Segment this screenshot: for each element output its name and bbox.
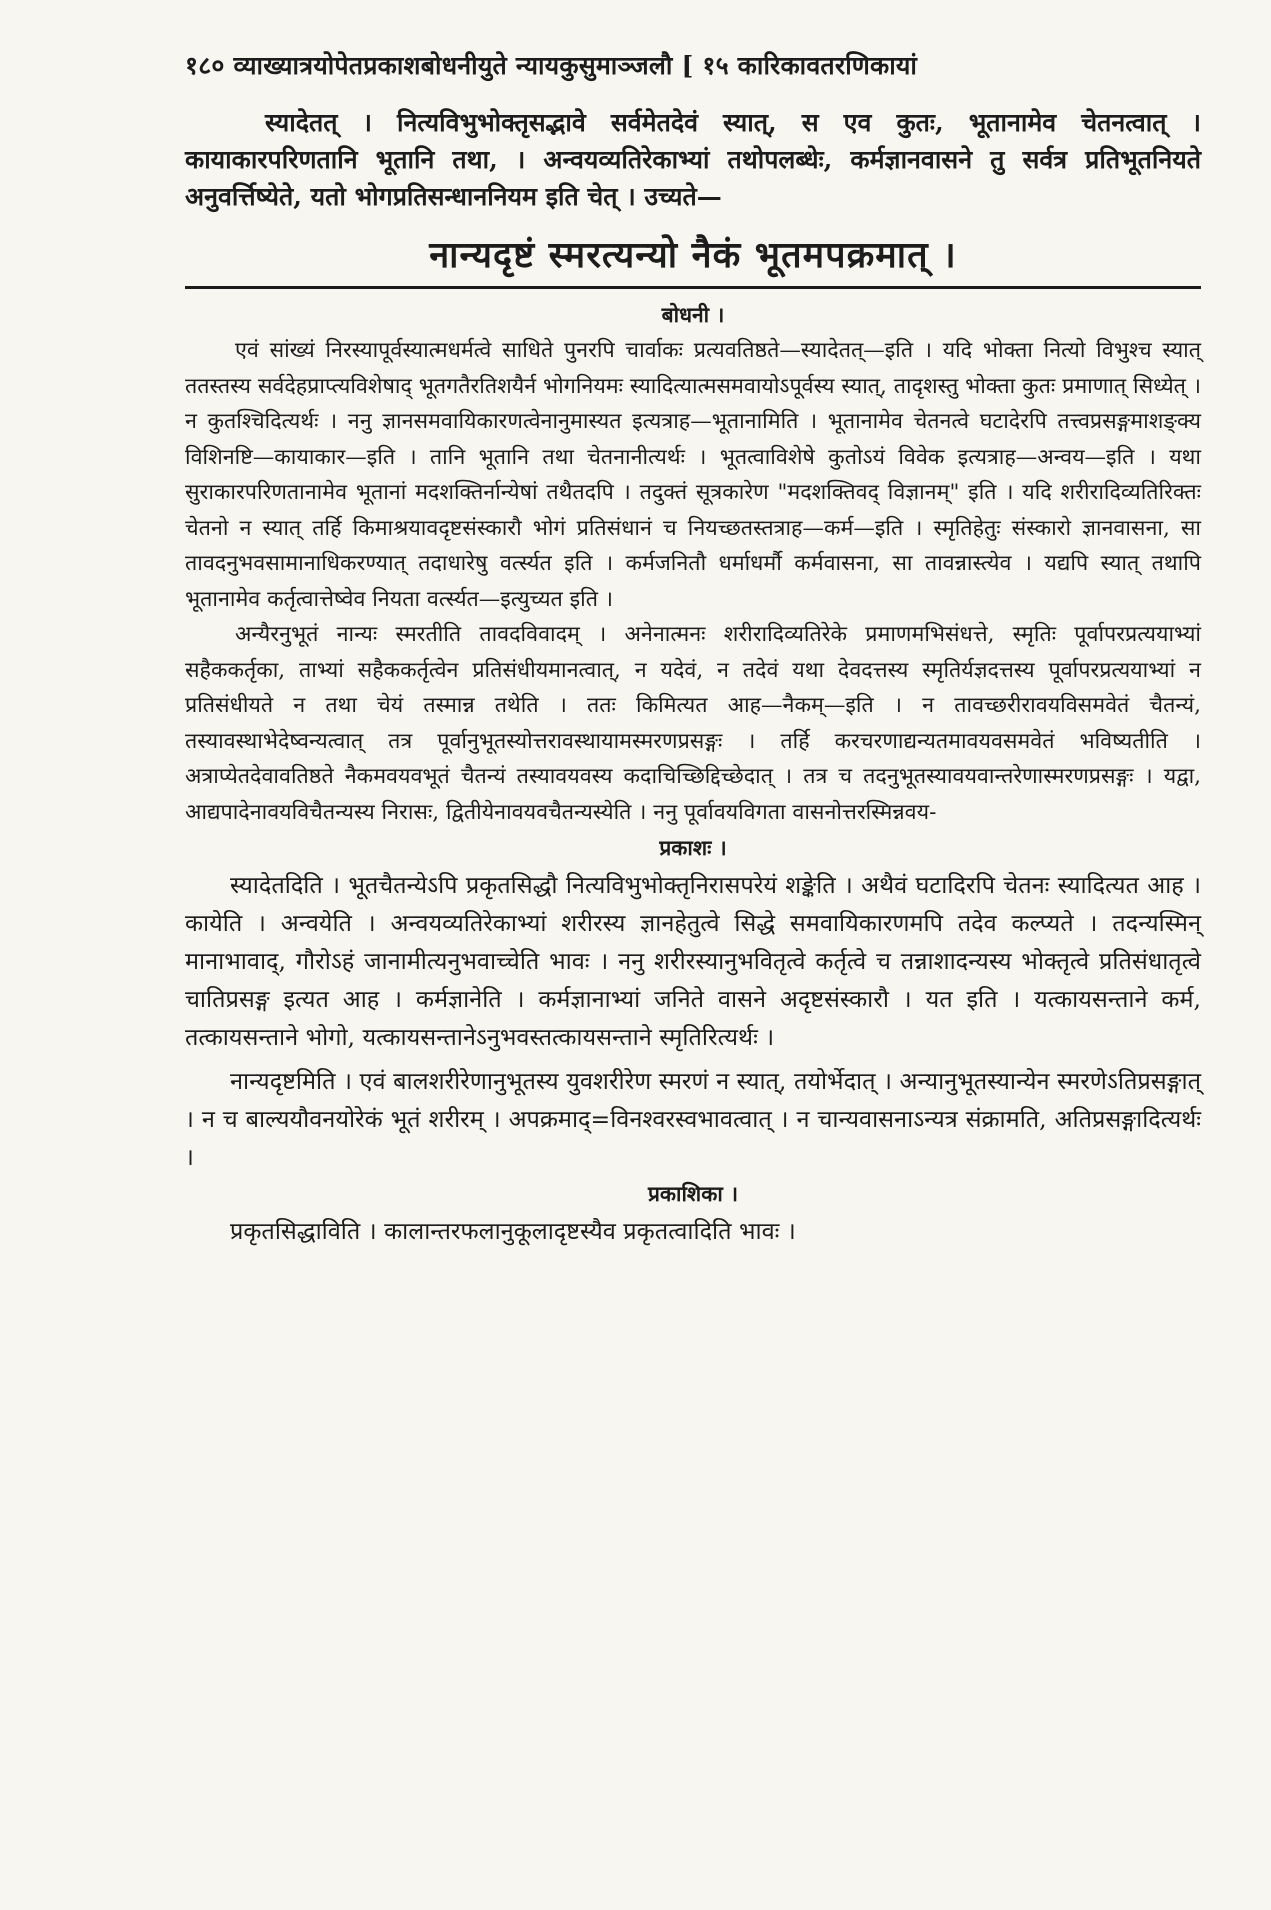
- bodhani-paragraph: एवं सांख्यं निरस्यापूर्वस्यात्मधर्मत्वे साधिते पुनरपि चार्वाकः प्रत्यवतिष्ठते—स्यादेतत्—इति । यदि भोक्ता नित्यो विभुश्च स्यात् ततस्तस्य सर्वदेहप्राप्त्यविशेषाद् भूतगतैरतिशयैर्न भोगनियमः स्यादित्यात्मसमवायोऽपूर्वस्य स्यात्, तादृशस्तु भोक्ता कुतः प्रमाणात् सिध्येत् । न कुतश्चिदित्यर्थः । ननु ज्ञानसमवायिकारणत्वेनानुमास्यत इत्यत्राह—भूतानामिति । भूतानामेव चेतनत्वे घटादेरपि तत्त्वप्रसङ्गमाशङ्क्य विशिनष्टि—कायाकार—इति । तानि भूतानि तथा चेतनानीत्यर्थः । भूतत्वाविशेषे कुतोऽयं विवेक इत्यत्राह—अन्वय—इति । यथा सुराकारपरिणतानामेव भूतानां मदशक्तिर्नान्येषां तथैतदपि । तदुक्तं सूत्रकारेण "मदशक्तिवद् विज्ञानम्" इति । यदि शरीरादिव्यतिरिक्तः चेतनो न स्यात् तर्हि किमाश्रयावदृष्टसंस्कारौ भोगं प्रतिसंधानं च नियच्छतस्तत्राह—कर्म—इति । स्मृतिहेतुः संस्कारो ज्ञानवासना, सा तावदनुभवसामानाधिकरण्यात् तदाधारेषु वर्त्स्यत इति । कर्मजनितौ धर्माधर्मौ कर्मवासना, सा तावन्नास्त्येव । यद्यपि स्यात् तथापि भूतानामेव कर्तृत्वात्तेष्वेव नियता वर्त्स्यत—इत्युच्यत इति ।: [185, 338, 1201, 612]
- prakasha-paragraph: नान्यदृष्टमिति । एवं बालशरीरेणानुभूतस्य युवशरीरेण स्मरणं न स्यात्, तयोर्भेदात् । अन्यानुभूतस्यान्येन स्मरणेऽतिप्रसङ्गात् । न च बाल्ययौवनयोरेकं भूतं शरीरम् । अपक्रमाद्=विनश्वरस्वभावत्वात् । न चान्यवासनाऽन्यत्र संक्रामति, अतिप्रसङ्गादित्यर्थः ।: [185, 1067, 1201, 1171]
- prakashika-paragraph: प्रकृतसिद्धाविति । कालान्तरफलानुकूलादृष्टस्यैव प्रकृतत्वादिति भावः ।: [230, 1217, 796, 1245]
- bodhani-paragraph: अन्यैरनुभूतं नान्यः स्मरतीति तावदविवादम् । अनेनात्मनः शरीरादिव्यतिरेके प्रमाणमभिसंधत्ते, स्मृतिः पूर्वापरप्रत्ययाभ्यां सहैककर्तृका, ताभ्यां सहैककर्तृत्वेन प्रतिसंधीयमानत्वात्, न यदेवं, न तदेवं यथा देवदत्तस्य स्मृतिर्यज्ञदत्तस्य पूर्वापरप्रत्ययाभ्यां न प्रतिसंधीयते न तथा चेयं तस्मान्न तथेति । ततः किमित्यत आह—नैकम्—इति । न तावच्छरीरावयविसमवेतं चैतन्यं, तस्यावस्थाभेदेष्वन्यत्वात् तत्र पूर्वानुभूतस्योत्तरावस्थायामस्मरणप्रसङ्गः । तर्हि करचरणाद्यन्यतमावयवसमवेतं भविष्यतीति । अत्राप्येतदेवावतिष्ठते नैकमवयवभूतं चैतन्यं तस्यावयवस्य कदाचिच्छिद्दिच्छेदात् । तत्र च तदनुभूतस्यावयवान्तरेणास्मरणप्रसङ्गः । यद्वा, आद्यपादेनावयविचैतन्यस्य निरासः, द्वितीयेनावयवचैतन्यस्येति । ननु पूर्वावयविगता वासनोत्तरस्मिन्नवय-: [185, 622, 1201, 825]
- intro-paragraph: स्यादेतत् । नित्यविभुभोक्तृसद्भावे सर्वमेतदेवं स्यात्, स एव कुतः, भूतानामेव चेतनत्वात् । कायाकारपरिणतानि भूतानि तथा, । अन्वयव्यतिरेकाभ्यां तथोपलब्धेः, कर्मज्ञानवासने तु सर्वत्र प्रतिभूतनियते अनुवर्त्तिष्येते, यतो भोगप्रतिसन्धाननियम इति चेत् । उच्यते—: [185, 108, 1201, 211]
- prakashika-heading: प्रकाशिका ।: [647, 1181, 739, 1206]
- bodhani-heading: बोधनी ।: [661, 302, 725, 327]
- prakasha-heading: प्रकाशः ।: [659, 835, 727, 860]
- running-head: १८० व्याख्यात्रयोपेतप्रकाशबोधनीयुते न्यायकुसुमाञ्जलौ [ १५ कारिकावतरणिकायां: [185, 51, 918, 80]
- prakasha-paragraph: स्यादेतदिति । भूतचैतन्येऽपि प्रकृतसिद्धौ नित्यविभुभोक्तृनिरासपरेयं शङ्केति । अथैवं घटादिरपि चेतनः स्यादित्यत आह । कायेति । अन्वयेति । अन्वयव्यतिरेकाभ्यां शरीरस्य ज्ञानहेतुत्वे सिद्धे समवायिकारणमपि तदेव कल्प्यते । तदन्यस्मिन् मानाभावाद्, गौरोऽहं जानामीत्यनुभवाच्चेति भावः । ननु शरीरस्यानुभवितृत्वे कर्तृत्वे च तन्नाशादन्यस्य भोक्तृत्वे प्रतिसंधातृत्वे चातिप्रसङ्ग इत्यत आह । कर्मज्ञानेति । कर्मज्ञानाभ्यां जनिते वासने अदृष्टसंस्कारौ । यत इति । यत्कायसन्ताने कर्म, तत्कायसन्ताने भोगो, यत्कायसन्तानेऽनुभवस्तत्कायसन्ताने स्मृतिरित्यर्थः ।: [185, 871, 1201, 1051]
- karika-verse: नान्यदृष्टं स्मरत्यन्यो नैकं भूतमपक्रमात् ।: [429, 234, 957, 276]
- divider-rule: [185, 286, 1201, 289]
